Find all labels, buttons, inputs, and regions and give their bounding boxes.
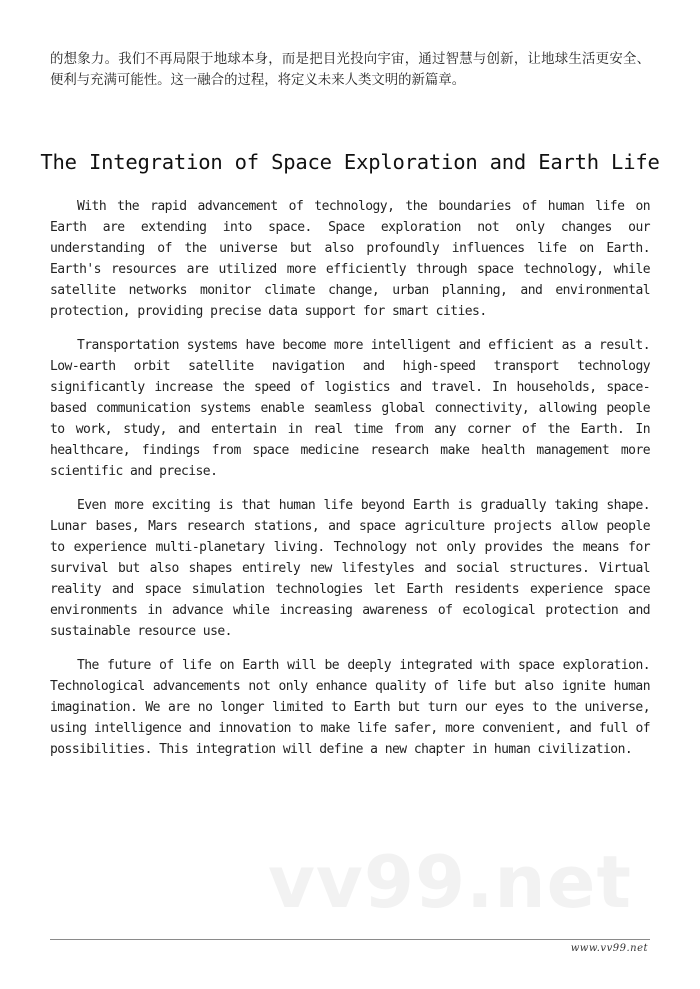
footer-url: www.vv99.net: [570, 943, 648, 954]
paragraph-2: Transportation systems have become more intelligent and efficient as a result. Low-earth orbit satellite navigation and high-speed transport technology significantly increase the speed of logistics and travel. In households, space-based communication systems enable seamless global connectivity, allowing people to work, study, and entertain in real time from any corner of the Earth. In healthcare, findings from space medicine research make health management more scientific and precise.: [50, 338, 650, 479]
page-title: The Integration of Space Exploration and Earth Life: [40, 150, 660, 174]
article-body: [50, 196, 650, 773]
intro-paragraph: 的想象力。我们不再局限于地球本身，而是把目光投向宇宙，通过智慧与创新，让地球生活更安全、便利与充满可能性。这一融合的过程，将定义未来人类文明的新篇章。: [50, 52, 650, 88]
paragraph-1: With the rapid advancement of technology, the boundaries of human life on Earth are extending into space. Space exploration not only changes our understanding of the universe but also profoundly influences life on Earth. Earth's resources are utilized more efficiently through space technology, while satellite networks monitor climate change, urban planning, and environmental protection, providing precise data support for smart cities.: [50, 199, 650, 319]
paragraph-3: Even more exciting is that human life beyond Earth is gradually taking shape. Lunar bases, Mars research stations, and space agriculture projects allow people to experience multi-planetary living. Technology not only provides the means for survival but also shapes entirely new lifestyles and social structures. Virtual reality and space simulation technologies let Earth residents experience space environments in advance while increasing awareness of ecological protection and sustainable resource use.: [50, 498, 650, 639]
watermark: vv99.net: [268, 840, 632, 924]
footer-divider: [50, 939, 650, 940]
paragraph-4: The future of life on Earth will be deeply integrated with space exploration. Technological advancements not only enhance quality of life but also ignite human imagination. We are no longer limited to Earth but turn our eyes to the universe, using intelligence and innovation to make life safer, more convenient, and full of possibilities. This integration will define a new chapter in human civilization.: [50, 658, 650, 757]
